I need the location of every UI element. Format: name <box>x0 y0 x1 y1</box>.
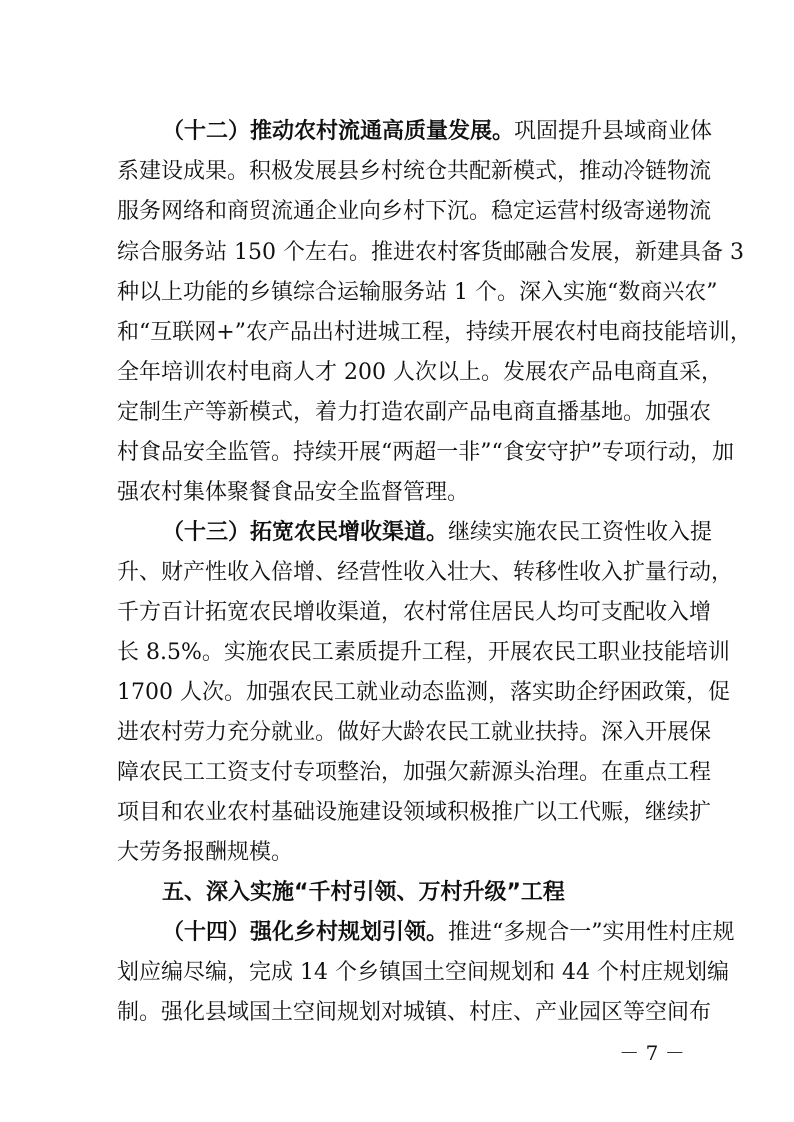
paragraph-13-line-5: 1700 人次。加强农民工就业动态监测，落实助企纾困政策，促 <box>117 680 730 705</box>
paragraph-14-line-1 <box>162 920 735 946</box>
paragraph-13-text: 继续实施农民工资性收入提 <box>448 520 713 545</box>
paragraph-13-title: （十三）拓宽农民增收渠道。 <box>162 520 449 545</box>
paragraph-13-line-9: 大劳务报酬规模。 <box>117 840 294 865</box>
paragraph-12-line-6: 和“互联网+”农产品出村进城工程，持续开展农村电商技能培训， <box>117 320 752 345</box>
paragraph-13-line-6: 进农村劳力充分就业。做好大龄农民工就业扶持。深入开展保 <box>117 720 712 745</box>
paragraph-13-line-3: 千方百计拓宽农民增收渠道，农村常住居民人均可支配收入增 <box>117 600 712 625</box>
paragraph-14-line-2: 划应编尽编，完成 14 个乡镇国土空间规划和 44 个村庄规划编 <box>117 960 729 985</box>
paragraph-13-line-1 <box>162 520 713 546</box>
paragraph-14-text: 推进“多规合一”实用性村庄规 <box>448 920 735 945</box>
paragraph-12-line-8: 定制生产等新模式，着力打造农副产品电商直播基地。加强农 <box>117 400 712 425</box>
paragraph-12-line-10: 强农村集体聚餐食品安全监督管理。 <box>117 480 470 505</box>
paragraph-14-title: （十四）强化乡村规划引领。 <box>162 920 449 945</box>
paragraph-12-text: 巩固提升县域商业体 <box>514 119 713 144</box>
paragraph-12-line-7: 全年培训农村电商人才 200 人次以上。发展农产品电商直采， <box>117 360 723 385</box>
paragraph-13-line-8: 项目和农业农村基础设施建设领域积极推广以工代赈，继续扩 <box>117 800 712 825</box>
page-number: － 7 － <box>619 1041 685 1065</box>
paragraph-12-line-2: 系建设成果。积极发展县乡村统仓共配新模式，推动冷链物流 <box>117 159 712 184</box>
paragraph-12-line-5: 种以上功能的乡镇综合运输服务站 1 个。深入实施“数商兴农” <box>117 280 718 305</box>
paragraph-12-line-9: 村食品安全监管。持续开展“两超一非”“食安守护”专项行动，加 <box>117 440 734 465</box>
paragraph-12-line-1 <box>162 119 713 145</box>
paragraph-13-line-2: 升、财产性收入倍增、经营性收入壮大、转移性收入扩量行动， <box>117 560 734 585</box>
paragraph-12-line-3: 服务网络和商贸流通企业向乡村下沉。稳定运营村级寄递物流 <box>117 199 712 224</box>
paragraph-13-line-4: 长 8.5%。实施农民工素质提升工程，开展农民工职业技能培训 <box>117 640 730 665</box>
section-5-heading: 五、深入实施“千村引领、万村升级”工程 <box>162 880 565 905</box>
paragraph-12-line-4: 综合服务站 150 个左右。推进农村客货邮融合发展，新建具备 3 <box>117 240 744 265</box>
paragraph-13-line-7: 障农民工工资支付专项整治，加强欠薪源头治理。在重点工程 <box>117 760 712 785</box>
paragraph-14-line-3: 制。强化县域国土空间规划对城镇、村庄、产业园区等空间布 <box>117 1000 712 1025</box>
paragraph-12-title: （十二）推动农村流通高质量发展。 <box>162 119 515 144</box>
